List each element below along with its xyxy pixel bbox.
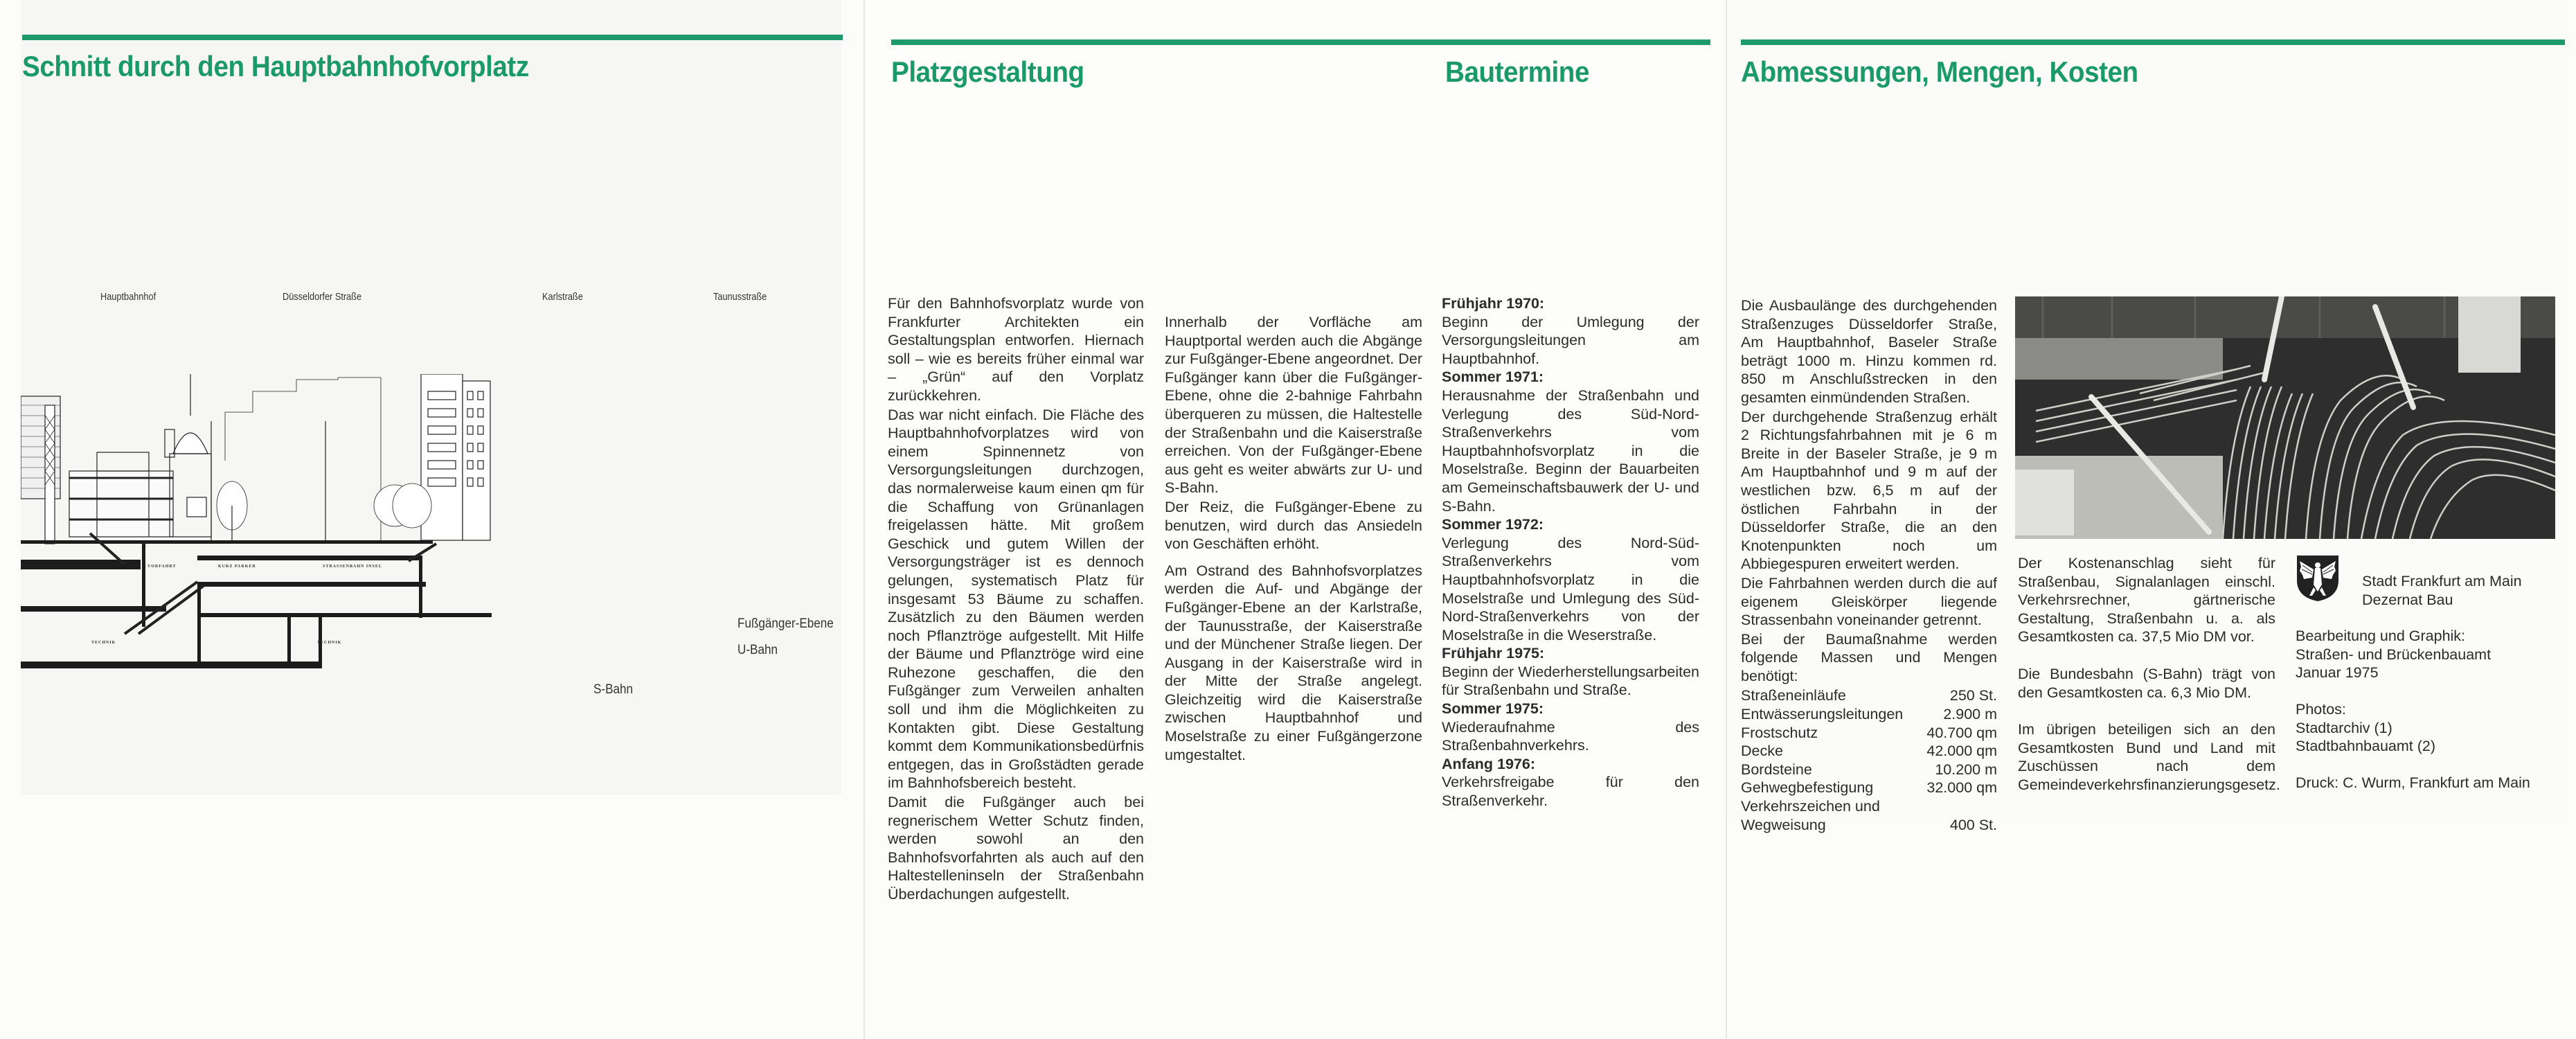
quantity-value: 400 St. xyxy=(1949,816,1997,833)
schedule-text: Wiederaufnahme des Straßenbahnverkehrs. xyxy=(1442,718,1699,754)
table-row xyxy=(1741,779,1997,797)
quantities-table xyxy=(1741,686,1997,834)
label-hauptbahnhof: Hauptbahnhof xyxy=(100,291,156,303)
paragraph: Die Bundesbahn (S-Bahn) trägt von den Gesamtkosten ca. 6,3 Mio DM. xyxy=(2018,665,2275,701)
table-row xyxy=(1741,724,1997,743)
schedule-item xyxy=(1442,368,1699,515)
paragraph: Bei der Baumaßnahme werden folgende Massen und Mengen benötigt: xyxy=(1741,630,1997,684)
panel-platzgestaltung xyxy=(862,0,1724,1039)
schedule-date: Frühjahr 1970: xyxy=(1442,295,1545,312)
table-row xyxy=(1741,816,1997,835)
bautermine-list xyxy=(1442,294,1699,810)
schedule-date: Sommer 1971: xyxy=(1442,368,1544,386)
level-label-fussgaenger-ebene: Fußgänger-Ebene xyxy=(737,616,834,631)
quantity-item: Decke xyxy=(1741,743,1783,760)
text-column-costs xyxy=(2018,554,2280,794)
paragraph: Innerhalb der Vorfläche am Hauptportal werden auch die Abgänge zur Fußgänger-Ebene angeordnet. Der Fußgänger kann über die Fußgänger-Ebene, ohne die 2-bahnige Fahrbahn überqueren zu müssen, die Haltestelle der Straßenbahn und die Kaiserstraße erreichen. Von der Fußgänger-Ebene aus geht es weiter abwärts zur U- und S-Bahn. xyxy=(1165,314,1422,497)
schedule-item xyxy=(1442,700,1699,755)
schedule-date: Sommer 1975: xyxy=(1442,700,1544,718)
schedule-text: Verkehrsfreigabe für den Straßenverkehr. xyxy=(1442,774,1699,810)
panel-section-drawing xyxy=(0,0,862,1039)
schedule-text: Verlegung des Nord-Süd-Straßenverkehrs vom Hauptbahnhofsvorplatz in die Moselstraße und Umlegung des Süd-Nord-Straßenverkehrs von der Moselstraße in die Weserstraße. xyxy=(1442,534,1699,643)
text-column-2 xyxy=(1165,313,1422,764)
quantity-value: 2.900 m xyxy=(1943,706,1997,723)
schedule-date: Sommer 1972: xyxy=(1442,516,1544,533)
section-title-abmessungen: Abmessungen, Mengen, Kosten xyxy=(1741,55,2138,88)
section-title-platzgestaltung: Platzgestaltung xyxy=(891,55,1084,88)
table-row xyxy=(1741,761,1997,779)
green-rule xyxy=(891,39,1710,45)
schedule-item xyxy=(1442,644,1699,700)
level-label-u-bahn: U-Bahn xyxy=(737,643,778,657)
level-label-s-bahn: S-Bahn xyxy=(593,682,634,697)
quantity-item: Bordsteine xyxy=(1741,761,1812,778)
paragraph: Der durchgehende Straßenzug erhält 2 Richtungsfahrbahnen mit je 6 m Breite in der Baseler Straße, je 9 m Am Hauptbahnhof und 9 m auf der westlichen bzw. 6,5 m auf der östlichen Fahrbahn in der Düsseldorfer Straße, die an den Knotenpunkten noch um Abbiegespuren erweitert werden. xyxy=(1741,408,1997,573)
paragraph: Damit die Fußgänger auch bei regnerischem Wetter Schutz finden, werden sowohl an den Bahnhofsvorfahrten als auch auf den Haltestelleninseln der Straßenbahn Überdachungen aufgestellt. xyxy=(888,794,1144,903)
credit-photo-2: Stadtbahnbauamt (2) xyxy=(2296,738,2435,755)
credit-print: Druck: C. Wurm, Frankfurt am Main xyxy=(2296,774,2530,791)
schedule-date: Anfang 1976: xyxy=(1442,755,1536,772)
panel-abmessungen xyxy=(1724,0,2576,1039)
construction-photo xyxy=(2015,296,2555,539)
publisher-department: Dezernat Bau xyxy=(2362,591,2453,608)
quantity-value: 42.000 qm xyxy=(1926,743,1997,760)
quantity-value: 32.000 qm xyxy=(1926,779,1997,797)
green-rule xyxy=(22,35,843,40)
table-row xyxy=(1741,686,1997,705)
annotation-kurz-parker: KURZ PARKER xyxy=(218,565,256,569)
schedule-text: Beginn der Umlegung der Versorgungsleitungen am Hauptbahnhof. xyxy=(1442,313,1699,367)
schedule-item xyxy=(1442,294,1699,368)
paragraph: Für den Bahnhofsvorplatz wurde von Frankfurter Architekten ein Gestaltungsplan entworfen. Hiernach soll – wie es bereits früher einmal war – „Grün“ auf den Vorplatz zurückkehren. xyxy=(888,295,1144,404)
paragraph: Der Kostenanschlag sieht für Straßenbau, Signalanlagen einschl. Verkehrsrechner, gärtnerische Gestaltung, Straßenbahn u. a. als Gesamtkosten ca. 37,5 Mio DM vor. xyxy=(2018,555,2275,646)
label-taunusstrasse: Taunusstraße xyxy=(713,291,767,303)
text-column-1 xyxy=(888,294,1144,904)
schedule-item xyxy=(1442,515,1699,644)
credit-photos-label: Photos: xyxy=(2296,700,2346,718)
quantity-item: Straßeneinläufe xyxy=(1741,687,1846,704)
quantity-value: 250 St. xyxy=(1949,687,1997,704)
credit-photo-1: Stadtarchiv (1) xyxy=(2296,719,2392,736)
credit-edit-label: Bearbeitung und Graphik: xyxy=(2296,628,2466,645)
label-duesseldorfer-strasse: Düsseldorfer Straße xyxy=(283,291,362,303)
quantity-item: Gehwegbefestigung xyxy=(1741,779,1874,797)
paragraph: Am Ostrand des Bahnhofsvorplatzes werden die Auf- und Abgänge der Fußgänger-Ebene an der Karlstraße, der Taunusstraße, der Kaiserstraße und der Münchener Straße liegen. Der Ausgang in der Kaiserstraße wird in der Mitte der Straße angelegt. Gleichzeitig wird die Kaiserstraße zwischen Hauptbahnhof und Moselstraße zu einer Fußgängerzone umgestaltet. xyxy=(1165,562,1422,763)
paragraph: Die Fahrbahnen werden durch die auf eigenem Gleiskörper liegende Strassenbahn voneinander getrennt. xyxy=(1741,574,1997,629)
label-karlstrasse: Karlstraße xyxy=(542,291,583,303)
schedule-text: Beginn der Wiederherstellungsarbeiten für Straßenbahn und Straße. xyxy=(1442,663,1699,699)
table-row xyxy=(1741,797,1997,816)
quantity-item: Frostschutz xyxy=(1741,724,1818,741)
annotation-vorfahrt: VORFAHRT xyxy=(147,565,177,569)
section-title-bautermine: Bautermine xyxy=(1445,55,1589,88)
paragraph: Das war nicht einfach. Die Fläche des Hauptbahnhofvorplatzes wird von einem Spinnennetz von Versorgungsleitungen durchzogen, das normalerweise kaum einen qm für die Schaffung von Grünanlagen freigelassen hätte. Mit großem Geschick und gutem Willen der Versorgungsträger ist es dennoch gelungen, systematisch Platz für insgesamt 53 Bäume zu schaffen. Zusätzlich zu den Bäumen werden noch Pflanztröge aufgestellt. Mit Hilfe der Bäume und Pflanztröge wird eine Ruhezone geschaffen, die den Fußgänger zum Verweilen anhalten soll und ihm die Möglichkeiten zu Kontakten gibt. Diese Gestaltung kommt dem Kommunikationsbedürfnis entgegen, das in Großstädten gerade im Bahnhofsbereich besteht. xyxy=(888,406,1144,792)
quantity-item: Entwässerungsleitungen xyxy=(1741,706,1904,723)
page-title: Schnitt durch den Hauptbahnhofvorplatz xyxy=(22,50,529,82)
quantity-item: Verkehrszeichen und xyxy=(1741,798,1880,815)
annotation-strassenbahn-insel: STRASSENBAHN INSEL xyxy=(323,565,382,569)
paragraph: Der Reiz, die Fußgänger-Ebene zu benutzen, wird durch das Ansiedeln von Geschäften erhöht. xyxy=(1165,498,1422,553)
schedule-item xyxy=(1442,755,1699,810)
quantity-item: Wegweisung xyxy=(1741,816,1826,833)
publisher-name: Stadt Frankfurt am Main xyxy=(2362,573,2522,589)
credit-date: Januar 1975 xyxy=(2296,664,2379,682)
cross-section-diagram xyxy=(21,374,838,713)
annotation-technik: TECHNIK xyxy=(91,641,116,645)
paragraph: Die Ausbaulänge des durchgehenden Straßenzuges Düsseldorfer Straße, Am Hauptbahnhof, Baseler Straße beträgt 1000 m. Hinzu kommen rd. 850 m Anschlußstrecken in den gesamten einmündenden Straßen. xyxy=(1741,297,1997,406)
table-row xyxy=(1741,742,1997,761)
green-rule xyxy=(1741,39,2565,45)
quantity-value: 10.200 m xyxy=(1935,761,1997,778)
annotation-technik: TECHNIK xyxy=(317,641,342,645)
schedule-date: Frühjahr 1975: xyxy=(1442,645,1545,662)
quantity-value: 40.700 qm xyxy=(1926,724,1997,741)
table-row xyxy=(1741,705,1997,724)
text-column-dimensions xyxy=(1741,296,1997,834)
schedule-text: Herausnahme der Straßenbahn und Verlegung des Süd-Nord-Straßenverkehrs vom Hauptbahnhofsvorplatz in die Moselstraße. Beginn der Bauarbeiten am Gemeinschaftsbauwerk der U- und S-Bahn. xyxy=(1442,387,1699,515)
pipes-photo-illustration xyxy=(2015,296,2555,539)
paragraph: Im übrigen beteiligen sich an den Gesamtkosten Bund und Land mit Zuschüssen nach dem Gemeindeverkehrsfinanzierungsgesetz. xyxy=(2018,721,2280,793)
credit-edit-value: Straßen- und Brückenbauamt xyxy=(2296,646,2492,663)
quantity-value xyxy=(1920,797,1997,816)
publisher-block xyxy=(2296,572,2530,792)
